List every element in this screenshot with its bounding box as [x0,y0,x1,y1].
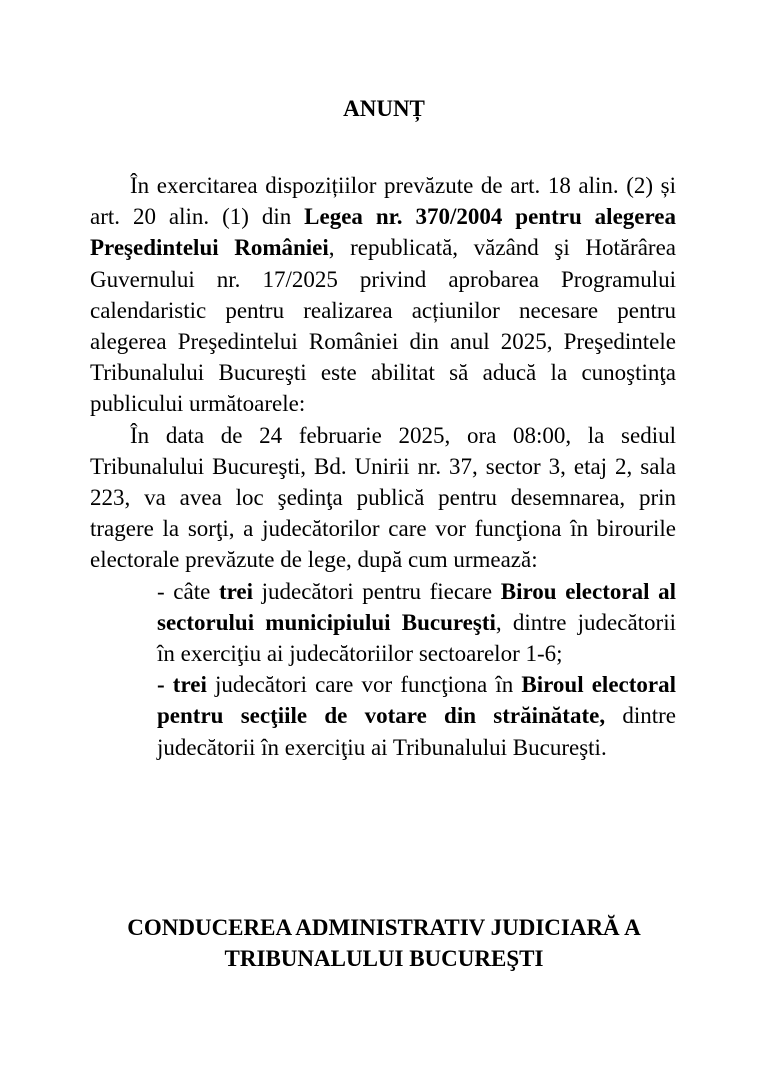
list-item-2-text-1: judecători care vor funcţiona în [206,672,522,698]
signature-line-1: CONDUCEREA ADMINISTRATIV JUDICIARĂ A [127,915,641,940]
session-paragraph: În data de 24 februarie 2025, ora 08:00, la sediul Tribunalului Bucureşti, Bd. Unirii nr. 37, sector 3, etaj 2, sala 223, va avea loc şedinţa publică pentru desemnarea, prin tragere la sorţi, a judecătorilor care vor funcţiona în birourile electorale prevăzute de lege, după cum urmează: [90,422,676,573]
law-reference: Legea nr. 370/2004 pentru alegerea Preşedintelui României [90,204,676,261]
page-title: ANUNȚ [343,96,425,121]
announcement-body [90,170,676,763]
list-item-1-text-3: , dintre judecătorii în exerciţiu ai judecătoriilor sectoarelor 1-6; [157,609,677,667]
list-item-2-bold-1: - trei [157,672,207,698]
list-item-1-bold-2: Birou electoral al sectorului municipiului Bucureşti [157,578,676,635]
list-item-2-text-2: dintre judecătorii în exerciţiu ai Tribunalului Bucureşti. [157,703,676,760]
signature-line-2: TRIBUNALULUI BUCUREŞTI [224,946,544,971]
list-item-1-bold-1: trei [218,578,253,604]
intro-text-1: În exercitarea dispozițiilor prevăzute de art. 18 alin. (2) și art. 20 alin. (1) din [90,173,676,230]
list-item-1-text-2: judecători pentru fiecare [253,578,501,604]
intro-text-2: , republicată, văzând şi Hotărârea Guvernului nr. 17/2025 privind aprobarea Programului calendaristic pentru realizarea acțiunilor necesare pentru alegerea Preşedintelui României din anul 2025, Preşedintele Tribunalului Bucureşti este abilitat să aducă la cunoştinţa publicului următoarele: [90,235,676,417]
bureau-list [157,576,676,763]
signature-block [0,912,768,974]
list-item [157,576,676,670]
list-item-2-bold-2: Biroul electoral pentru secţiile de votare din străinătate, [157,672,676,729]
list-item-1-text-1: - câte [157,578,219,604]
list-item [157,669,676,763]
intro-paragraph [90,170,676,420]
